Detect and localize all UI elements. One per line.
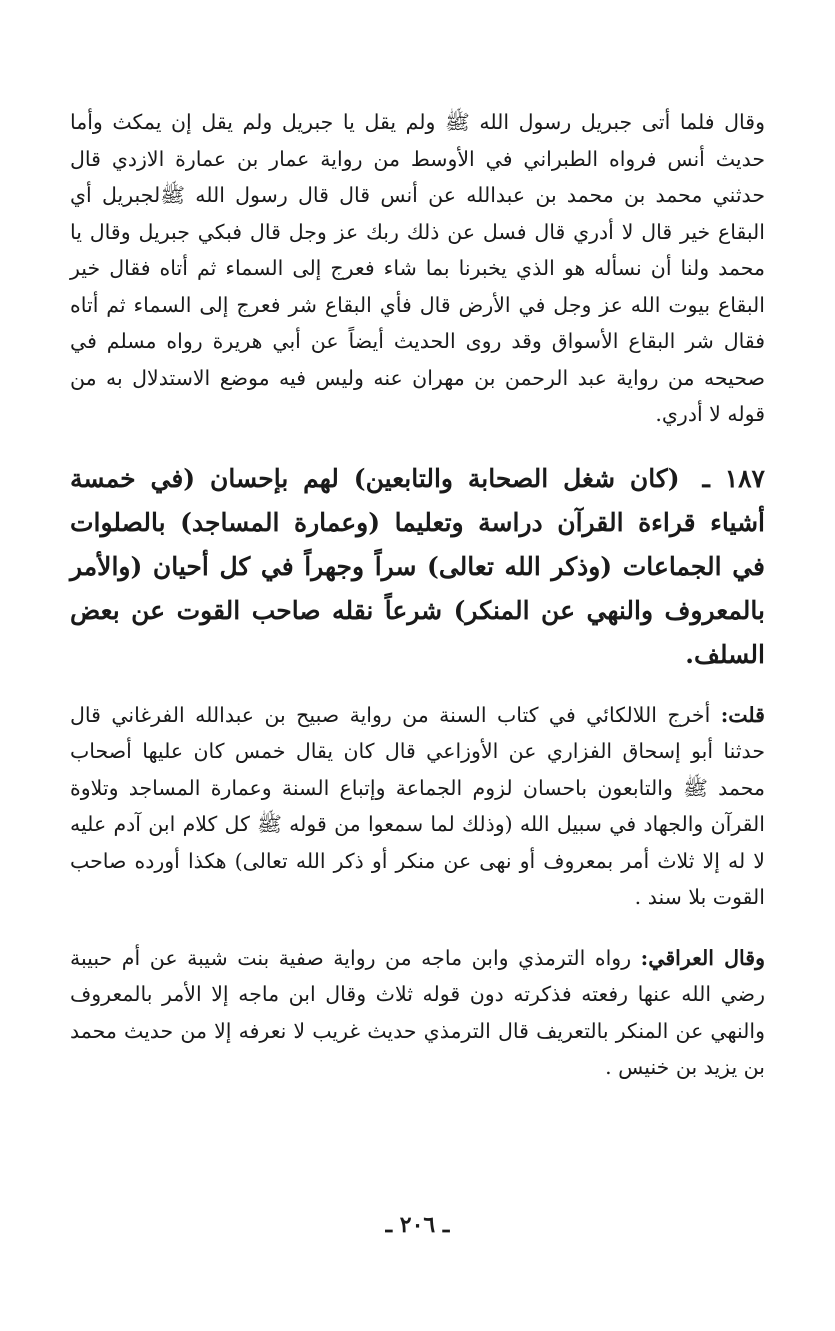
section-number: ١٨٧ ـ [702,463,765,493]
iraqi-text: رواه الترمذي وابن ماجه من رواية صفية بنت شيبة عن أم حبيبة رضي الله عنها رفعته فذكرته دون قوله ثلاث وقال ابن ماجه إلا الأمر بالمعروف والنهي عن المنكر بالتعريف قال الترمذي حديث غريب لا نعرفه إلا من حديث محمد بن يزيد بن خنيس . [70,945,765,1079]
qult-text: أخرج اللالكائي في كتاب السنة من رواية صبيح بن عبدالله الفرغاني قال حدثنا أبو إسحاق الفزاري عن الأوزاعي قال كان يقال خمس كان عليها أصحاب محمد ﷺ والتابعون باحسان لزوم الجماعة وإتباع السنة وعمارة المساجد وتلاوة القرآن والجهاد في سبيل الله (وذلك لما سمعوا من قوله ﷺ كل كلام ابن آدم عليه لا له إلا ثلاث أمر بمعروف أو نهى عن منكر أو ذكر الله تعالى) هكذا أورده صاحب القوت بلا سند . [70,702,765,909]
paragraph-qult [70,697,765,916]
section-heading-text: (كان شغل الصحابة والتابعين) لهم بإحسان (في خمسة أشياء قراءة القرآن دراسة وتعليما (وعمارة المساجد) بالصلوات في الجماعات (وذكر الله تعالى) سراً وجهراً في كل أحيان (والأمر بالمعروف والنهي عن المنكر) شرعاً نقله صاحب القوت عن بعض السلف. [70,463,765,669]
qult-lead: قلت: [720,702,765,727]
section-heading-187 [70,457,765,677]
paragraph-hadith-anas: وقال فلما أتى جبريل رسول الله ﷺ ولم يقل يا جبريل ولم يقل إن يمكث وأما حديث أنس فرواه الطبراني في الأوسط من رواية عمار بن عمارة الازدي قال حدثني محمد بن محمد بن عبدالله عن أنس قال قال رسول الله ﷺلجبريل أي البقاع خير قال لا أدري قال فسل عن ذلك ربك عز وجل قال فبكي جبريل وقال يا محمد ولنا أن نسأله هو الذي يخبرنا بما شاء فعرج إلى السماء ثم أتاه فقال خير البقاع بيوت الله عز وجل في الأرض قال فأي البقاع شر فعرج إلى السماء ثم أتاه فقال شر البقاع الأسواق وقد روى الحديث أيضاً عن أبي هريرة رواه مسلم في صحيحه من رواية عبد الرحمن بن مهران عنه وليس فيه موضع الاستدلال به من قوله لا أدري. [70,110,765,426]
page-body [70,104,765,1086]
paragraph-iraqi [70,940,765,1086]
iraqi-lead: وقال العراقي: [640,945,765,970]
page-number: ـ ٢٠٦ ـ [385,1212,450,1238]
